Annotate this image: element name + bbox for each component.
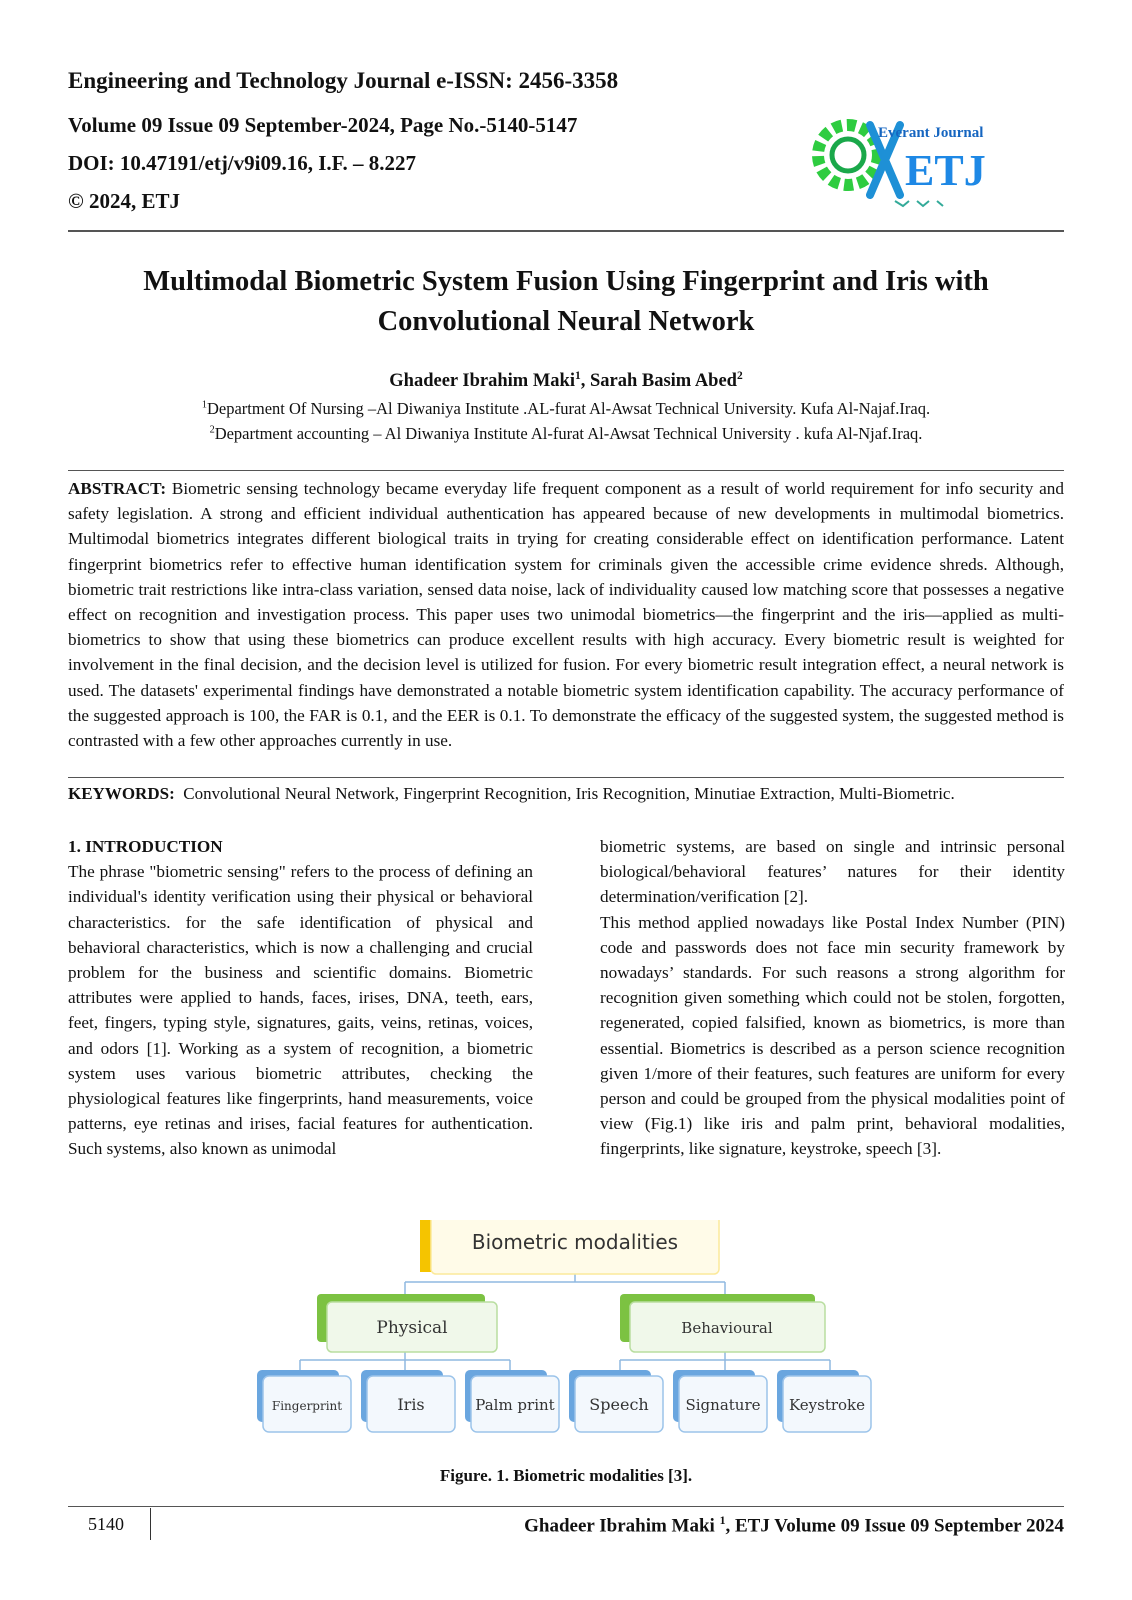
footer-author: Ghadeer Ibrahim Maki (524, 1515, 715, 1537)
node-behavioural (620, 1294, 825, 1352)
abstract-top-rule (68, 470, 1064, 471)
node-keystroke-label: Keystroke (788, 1396, 866, 1414)
node-iris (361, 1370, 455, 1432)
author-1: Ghadeer Ibrahim Maki (389, 371, 575, 392)
copyright: © 2024, ETJ (68, 189, 180, 213)
footer-journal: , ETJ Volume 09 Issue 09 September 2024 (725, 1515, 1064, 1537)
node-root-label: Biometric modalities (471, 1230, 679, 1254)
intro-left-column (68, 834, 533, 1162)
node-keystroke (777, 1370, 871, 1432)
etj-logo (800, 105, 1010, 215)
abstract-bottom-rule (68, 777, 1064, 778)
keywords (68, 784, 1064, 804)
affiliation-2 (68, 424, 1064, 444)
intro-right-column (600, 834, 1065, 1162)
biometric-modalities-diagram (255, 1220, 895, 1465)
affiliation-1-sup: 1 (201, 399, 207, 411)
node-physical (317, 1294, 497, 1352)
keywords-text: Convolutional Neural Network, Fingerprint Recognition, Iris Recognition, Minutiae Extraction, Multi-Biometric. (183, 784, 955, 803)
abstract (68, 476, 1064, 753)
node-palm-print-label: Palm print (475, 1396, 555, 1414)
node-speech (569, 1370, 663, 1432)
affiliation-2-sup: 2 (209, 424, 215, 436)
footer-rule (68, 1506, 1064, 1507)
author-2: Sarah Basim Abed (589, 371, 737, 392)
node-fingerprint (257, 1370, 351, 1432)
gear-icon (818, 125, 878, 185)
affiliation-1-text: Department Of Nursing –Al Diwaniya Institute .AL-furat Al-Awsat Technical University. Kufa Al-Najaf.Iraq. (206, 399, 931, 418)
section-heading: 1. INTRODUCTION (68, 837, 223, 856)
affiliation-2-text: Department accounting – Al Diwaniya Institute Al-furat Al-Awsat Technical University . kufa Al-Njaf.Iraq. (214, 424, 923, 443)
author-2-sup: 2 (736, 370, 743, 382)
title-line-2: Convolutional Neural Network (377, 306, 755, 337)
intro-paragraph-1: The phrase "biometric sensing" refers to the process of defining an individual's identity verification using their physical or behavioral characteristics. for the safe identification of physical and behavioral characteristics, which is now a challenging and crucial problem for the business and scientific domains. Biometric attributes were applied to hands, faces, irises, DNA, teeth, ears, feet, fingers, typing style, signatures, gaits, veins, retinas, voices, and odors [1]. Working as a system of recognition, a biometric system uses various biometric attributes, checking the physiological features like fingerprints, hand measurements, voice patterns, eye retinas and irises, facial features for authentication. Such systems, also known as unimodal (68, 862, 533, 1159)
node-fingerprint-label: Fingerprint (271, 1399, 343, 1413)
footer-separator (150, 1508, 151, 1540)
volume-info: Volume 09 Issue 09 September-2024, Page No.-5140-5147 (68, 113, 578, 137)
intro-paragraph-1-cont: biometric systems, are based on single and intrinsic personal biological/behavioral features’ natures for their identity determination/verification [2]. (600, 837, 1065, 907)
logo-text: Everant Journal (878, 125, 984, 141)
abstract-label: ABSTRACT: (68, 479, 167, 498)
node-root (420, 1220, 719, 1274)
node-signature (673, 1370, 767, 1432)
header-rule (68, 230, 1064, 232)
abstract-text: Biometric sensing technology became everyday life frequent component as a result of world requirement for info security and safety legislation. A strong and efficient individual authentication has appeared because of new developments in multimodal biometrics. Multimodal biometrics integrates different biological traits in trying for creating considerable effect on identification performance. Latent fingerprint biometrics refer to effective human identification system for criminals given the accessible crime evidence shreds. Although, biometric trait restrictions like intra-class variation, sensed data noise, lack of individuality caused low matching score that possesses a negative effect on recognition and investigation process. This paper uses two unimodal biometrics—the fingerprint and the iris—applied as multi-biometrics to show that using these biometrics can produce excellent results with high accuracy. Every biometric result is weighted for involvement in the final decision, and the decision level is utilized for fusion. For every biometric result integration effect, a neural network is used. The datasets' experimental findings have demonstrated a notable biometric system identification capability. The accuracy performance of the suggested approach is 100, the FAR is 0.1, and the EER is 0.1. To demonstrate the efficacy of the suggested system, the suggested method is contrasted with a few other approaches currently in use. (68, 479, 1064, 751)
author-1-sup: 1 (574, 370, 581, 382)
node-signature-label: Signature (685, 1396, 761, 1414)
title-line-1: Multimodal Biometric System Fusion Using Fingerprint and Iris with (143, 266, 989, 297)
intro-paragraph-2: This method applied nowadays like Postal Index Number (PIN) code and passwords does not face min security framework by nowadays’ standards. For such reasons a strong algorithm for recognition given something which could not be stolen, forgotten, regenerated, copied falsified, known as biometrics, is more than essential. Biometrics is described as a person science recognition given 1/more of their features, such features are uniform for every person and could be grouped from the physical modalities point of view (Fig.1) like iris and palm print, behavioral modalities, fingerprints, like signature, keystroke, speech [3]. (600, 912, 1065, 1159)
footer-author-sup: 1 (719, 1514, 726, 1527)
authors (68, 370, 1064, 392)
keywords-label: KEYWORDS: (68, 784, 175, 803)
node-palm-print (465, 1370, 559, 1432)
doi-info: DOI: 10.47191/etj/v9i09.16, I.F. – 8.227 (68, 151, 417, 175)
author-separator: , (580, 371, 590, 392)
node-behavioural-label: Behavioural (681, 1319, 773, 1337)
affiliation-1 (68, 399, 1064, 419)
paper-title (68, 262, 1064, 342)
node-iris-label: Iris (397, 1395, 425, 1414)
logo-mark: ETJ (905, 146, 986, 195)
footer-citation (524, 1514, 1064, 1537)
page-number: 5140 (88, 1514, 124, 1534)
figure-caption: Figure. 1. Biometric modalities [3]. (439, 1466, 693, 1485)
journal-name: Engineering and Technology Journal e-ISSN: 2456-3358 (68, 68, 619, 93)
node-speech-label: Speech (589, 1395, 649, 1414)
node-physical-label: Physical (376, 1318, 448, 1338)
